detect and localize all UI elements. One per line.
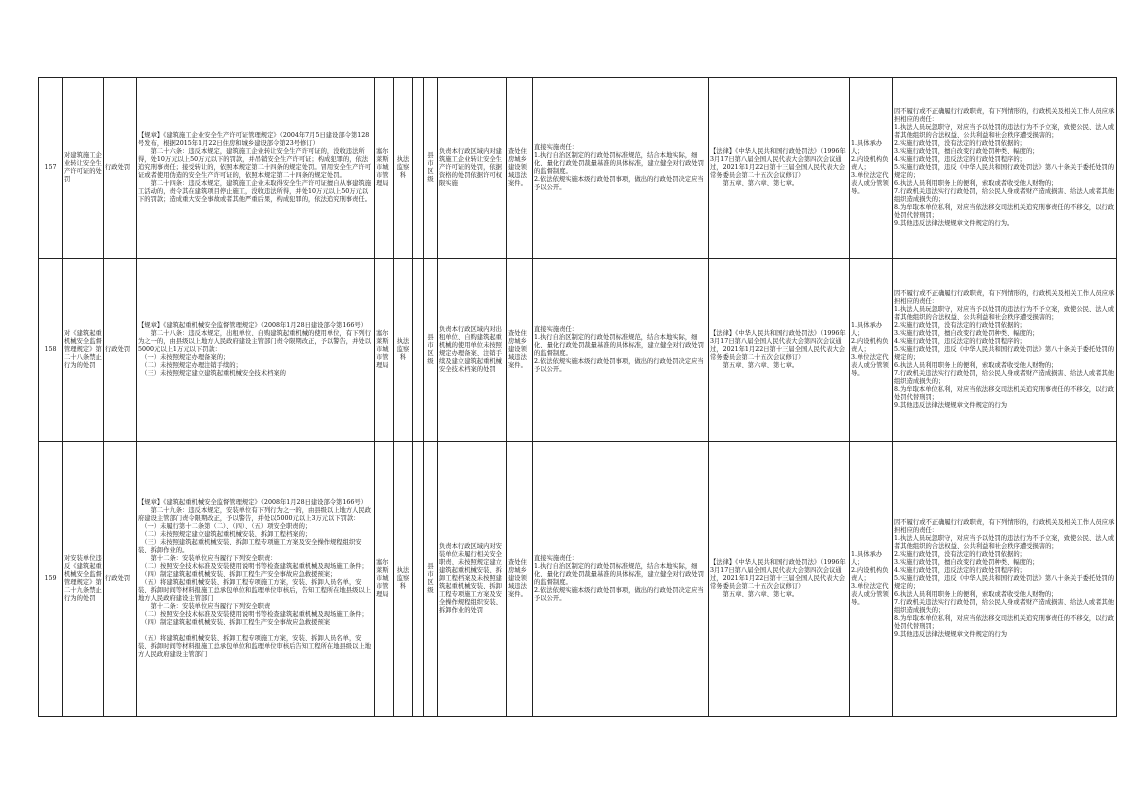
row-number: 158 — [39, 259, 63, 442]
empty-cell — [413, 259, 424, 442]
level: 县市区级 — [424, 78, 438, 259]
duty: 直接实施责任： 1.执行自治区制定的行政处罚标准规范，结合本地实际，细化、量化行政处罚裁量基准的具体标准，建立健全对行政处罚的监督制度。 2.依法依规实施本级行政处罚事项，做出的行政处罚决定应当予以公开。 — [533, 259, 709, 442]
item-type: 行政处罚 — [104, 78, 137, 259]
item-type: 行政处罚 — [104, 442, 137, 717]
duty: 直接实施责任： 1.执行自治区制定的行政处罚标准规范，结合本地实际，细化、量化行政处罚裁量基准的具体标准，建立健全对行政处罚的监督制度。 2.依法依规实施本级行政处罚事项，做出的行政处罚决定应当予以公开。 — [533, 78, 709, 259]
row-number: 157 — [39, 78, 63, 259]
row-number: 159 — [39, 442, 63, 717]
enforcement-body: 执法监察科 — [394, 78, 413, 259]
duty-law: 【法律】《中华人民共和国行政处罚法》（1996年3月17日第八届全国人民代表大会第四次会议通过，2021年1月22日第十三届全国人民代表大会常务委员会第二十五次会议修订） 第五章、第六章、第七章。 — [709, 442, 850, 717]
level: 县市区级 — [424, 442, 438, 717]
table-row — [39, 259, 1117, 442]
responsible-subject: 1.具体承办人； 2.内设机构负责人； 3.单位法定代表人或分管领导。 — [850, 259, 893, 442]
accountability: 因不履行或不正确履行行政职责，有下列情形的，行政机关及相关工作人员应承担相应的责任： 1.执法人员玩忽职守，对应当予以处罚的违法行为不予立案，致使公民、法人或者其他组织的合法权益、公共利益和社会秩序遭受损害的； 2.实施行政处罚，没有法定的行政处罚依据的； 3.实施行政处罚，擅自改变行政处罚种类、幅度的； 4.实施行政处罚，违反法定的行政处罚程序的； 5.实施行政处罚，违反《中华人民共和国行政处罚法》第八十条关于委托处罚的规定的； 6.执法人员利用职务上的便利，索取或者收受他人财物的； 7.行政机关违法实行行政处罚，给公民人身或者财产造成损害、给法人或者其他组织造成损失的； 8.为牟取本单位私利，对应当依法移交司法机关追究刑事责任的不移交，以行政处罚代替刑罚； 9.其他违反法律法规规章文件规定的行为 — [893, 442, 1117, 717]
table-row — [39, 78, 1117, 259]
item-name: 对《建筑起重机械安全监督管理规定》第二十八条禁止行为的处罚 — [63, 259, 104, 442]
cooperation: 查处住房城乡建设领域违法案件。 — [507, 259, 533, 442]
department: 塞尔莱斯市城市管理局 — [375, 442, 394, 717]
department: 塞尔莱斯市城市管理局 — [375, 78, 394, 259]
accountability: 因不履行或不正确履行行政职责，有下列情形的，行政机关及相关工作人员应承担相应的责任： 1.执法人员玩忽职守，对应当予以处罚的违法行为不予立案，致使公民、法人或者其他组织的合法权益、公共利益和社会秩序遭受损害的； 2.实施行政处罚，没有法定的行政处罚依据的； 3.实施行政处罚，擅自改变行政处罚种类、幅度的； 4.实施行政处罚，违反法定的行政处罚程序的； 5.实施行政处罚，违反《中华人民共和国行政处罚法》第八十条关于委托处罚的规定的； 6.执法人员利用职务上的便利，索取或者收受他人财物的； 7.行政机关违法实行行政处罚，给公民人身或者财产造成损害、给法人或者其他组织造成损失的； 8.为牟取本单位私利，对应当依法移交司法机关追究刑事责任的不移交，以行政处罚代替刑罚； 9.其他违反法律法规规章文件规定的行为 — [893, 259, 1117, 442]
department: 塞尔莱斯市城市管理局 — [375, 259, 394, 442]
cooperation: 查处住房城乡建设领域违法案件。 — [507, 442, 533, 717]
item-type: 行政处罚 — [104, 259, 137, 442]
legal-basis: 【规章】《建筑起重机械安全监督管理规定》（2008年1月28日建设部令第166号） 第二十八条：违反本规定，出租单位、自购建筑起重机械的使用单位，有下列行为之一的，由县级以上地方人民政府建设主管部门责令限期改正，予以警告，并处以5000元以上1万元以下罚款： （一）未按照规定办理备案的； （二）未按照规定办理注销手续的； （三）未按照规定建立建筑起重机械安全技术档案的 — [137, 259, 375, 442]
cooperation: 查处住房城乡建设领域违法案件。 — [507, 78, 533, 259]
duty-law: 【法律】《中华人民共和国行政处罚法》（1996年3月17日第八届全国人民代表大会第四次会议通过，2021年1月22日第十三届全国人民代表大会常务委员会第二十五次会议修订） 第五章、第六章、第七章。 — [709, 78, 850, 259]
table-row — [39, 442, 1117, 717]
item-name: 对建筑施工企业转让安全生产许可证的处罚 — [63, 78, 104, 259]
responsibility-target: 负责本行政区域内对出租单位、自购建筑起重机械的使用单位未按照规定办理备案、注销手续及建立建筑起重机械安全技术档案的处罚 — [438, 259, 507, 442]
responsibility-target: 负责本行政区域内对安装单位未履行相关安全职责、未按照规定建立建筑起重机械安装、拆卸工程档案及未按照建筑起重机械安装、拆卸工程专项施工方案及安全操作规程组织安装、拆卸作业的处罚 — [438, 442, 507, 717]
responsibility-target: 负责本行政区域内对建筑施工企业转让安全生产许可证的处罚，依据资格的处罚依据许可权限实施 — [438, 78, 507, 259]
responsible-subject: 1.具体承办人； 2.内设机构负责人； 3.单位法定代表人或分管领导。 — [850, 78, 893, 259]
item-name: 对安装单位违反《建筑起重机械安全监督管理规定》第二十九条禁止行为的处罚 — [63, 442, 104, 717]
responsibility-table — [38, 77, 1117, 717]
level: 县市区级 — [424, 259, 438, 442]
empty-cell — [413, 442, 424, 717]
duty: 直接实施责任： 1.执行自治区制定的行政处罚标准规范，结合本地实际，细化、量化行政处罚裁量基准的具体标准，建立健全对行政处罚的监督制度。 2.依法依规实施本级行政处罚事项，做出的行政处罚决定应当予以公开。 — [533, 442, 709, 717]
legal-basis: 【规章】《建筑施工企业安全生产许可证管理规定》（2004年7月5日建设部令第128号发布，根据2015年1月22日住房和城乡建设部令第23号修订） 第二十六条：违反本规定，建筑施工企业转让安全生产许可证的，没收违法所得，处10万元以上50万元以下的罚款，并吊销安全生产许可证；构成犯罪的，依法追究刑事责任；接受转让的，依照本规定第二十四条的规定处罚。冒用安全生产许可证或者使用伪造的安全生产许可证的，依照本规定第二十四条的规定处罚。 第二十四条：违反本规定，建筑施工企业未取得安全生产许可证擅自从事建筑施工活动的，责令其在建筑项目停止施工，没收违法所得，并处10万元以上50万元以下的罚款；造成重大安全事故或者其他严重后果，构成犯罪的，依法追究刑事责任。 — [137, 78, 375, 259]
enforcement-body: 执法监察科 — [394, 442, 413, 717]
enforcement-body: 执法监察科 — [394, 259, 413, 442]
duty-law: 【法律】《中华人民共和国行政处罚法》（1996年3月17日第八届全国人民代表大会第四次会议通过，2021年1月22日第十三届全国人民代表大会常务委员会第二十五次会议修订） 第五章、第六章、第七章。 — [709, 259, 850, 442]
empty-cell — [413, 78, 424, 259]
responsible-subject: 1.具体承办人； 2.内设机构负责人； 3.单位法定代表人或分管领导。 — [850, 442, 893, 717]
accountability: 因不履行或不正确履行行政职责，有下列情形的，行政机关及相关工作人员应承担相应的责任： 1.执法人员玩忽职守，对应当予以处罚的违法行为不予立案，致使公民、法人或者其他组织的合法权益、公共利益和社会秩序遭受损害的； 2.实施行政处罚，没有法定的行政处罚依据的； 3.实施行政处罚，擅自改变行政处罚种类、幅度的； 4.实施行政处罚，违反法定的行政处罚程序的； 5.实施行政处罚，违反《中华人民共和国行政处罚法》第八十条关于委托处罚的规定的； 6.执法人员利用职务上的便利，索取或者收受他人财物的； 7.行政机关违法实行行政处罚，给公民人身或者财产造成损害、给法人或者其他组织造成损失的； 8.为牟取本单位私利，对应当依法移交司法机关追究刑事责任的不移交，以行政处罚代替刑罚； 9.其他违反法律法规规章文件规定的行为。 — [893, 78, 1117, 259]
legal-basis: 【规章】《建筑起重机械安全监督管理规定》（2008年1月28日建设部令第166号） 第二十九条：违反本规定，安装单位有下列行为之一的，由县级以上地方人民政府建设主管部门责令限期改正，予以警告，并处以5000元以上3万元以下罚款： （一）未履行第十二条第（二）、（四）、（五）项安全职责的； （二）未按照规定建立建筑起重机械安装、拆卸工程档案的； （三）未按照建筑起重机械安装、拆卸工程专项施工方案及安全操作规程组织安装、拆卸作业的。 第十二条：安装单位应当履行下列安全职责： （二）按照安全技术标准及安装使用说明书等检查建筑起重机械及现场施工条件； （四）制定建筑起重机械安装、拆卸工程生产安全事故应急救援预案； （五）将建筑起重机械安装、拆卸工程专项施工方案，安装、拆卸人员名单，安装、拆卸时间等材料报施工总承包单位和监理单位审核后，告知工程所在地县级以上地方人民政府建设主管部门 第十二条：安装单位应当履行下列安全职责 （二）按照安全技术标准及安装使用说明书等检查建筑起重机械及现场施工条件； （四）制定建筑起重机械安装、拆卸工程生产安全事故应急救援预案 （五）将建筑起重机械安装、拆卸工程专项施工方案，安装、拆卸人员名单，安装、拆卸时间等材料报施工总承包单位和监理单位审核后告知工程所在地县级以上地方人民政府建设主管部门 — [137, 442, 375, 717]
